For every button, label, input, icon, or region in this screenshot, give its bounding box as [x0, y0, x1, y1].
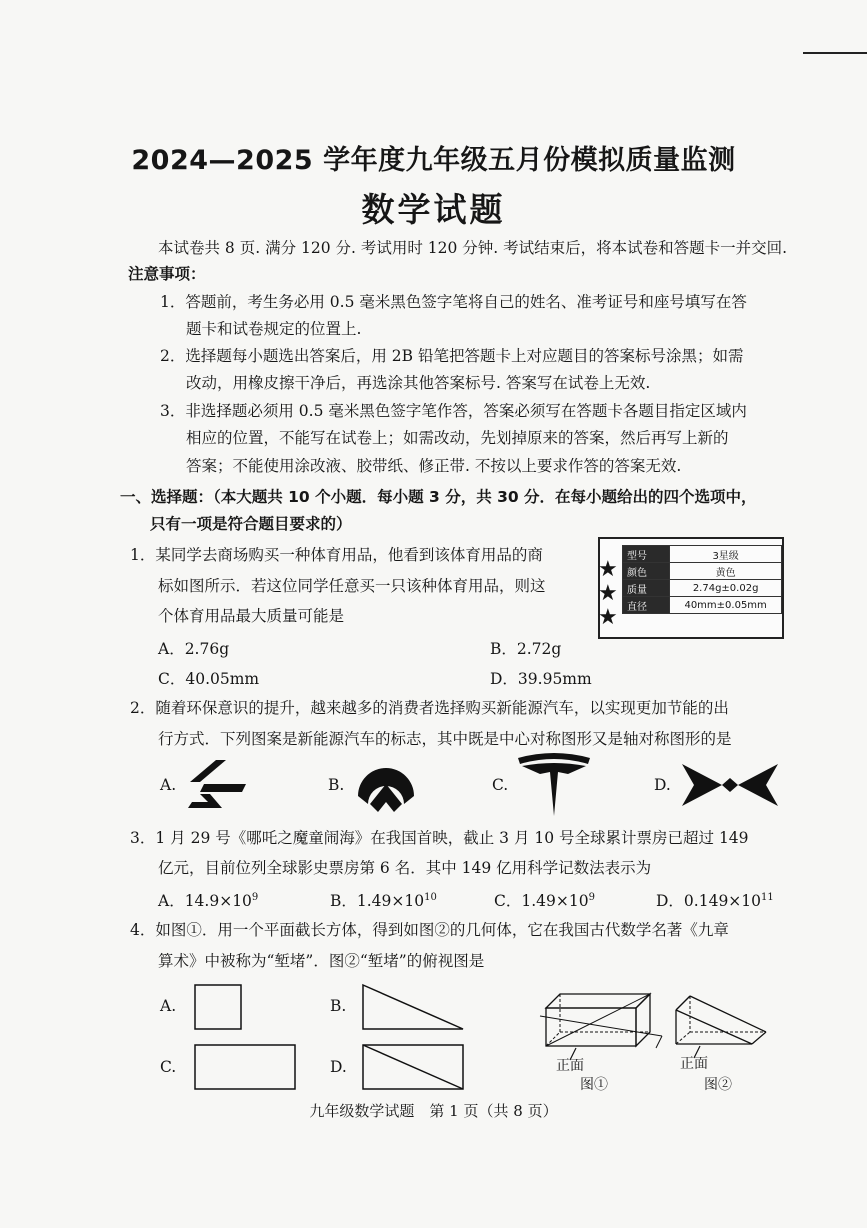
q3-text: 3．1 月 29 号《哪吒之魔童闹海》在我国首映，截止 3 月 10 号全球累计票房已超过 149: [130, 829, 749, 847]
q3-option-c: [494, 889, 595, 911]
q4-view-c: [194, 1044, 296, 1090]
q2-option-c: C.: [492, 776, 509, 794]
q4-text: 4．如图①．用一个平面截长方体，得到如图②的几何体，它在我国古代数学名著《九章: [130, 921, 729, 939]
figure-1-front-label: 正面: [556, 1058, 584, 1074]
figure-1-caption: 图①: [580, 1077, 608, 1093]
edge-mark: [803, 52, 867, 54]
q2-logo-b: [354, 760, 418, 812]
note-line: 改动，用橡皮擦干净后，再选涂其他答案标号. 答案写在试卷上无效.: [186, 374, 651, 392]
label-key: 颜色: [623, 563, 670, 580]
figure-2-caption: 图②: [704, 1077, 732, 1093]
star-icon: ★: [598, 557, 618, 582]
exam-subtitle: 数学试题: [361, 190, 506, 229]
q3-option-a-base: A．14.9×10: [158, 892, 252, 910]
note-line: 答案；不能使用涂改液、胶带纸、修正带. 不按以上要求作答的答案无效.: [186, 457, 682, 475]
notes-heading: 注意事项：: [128, 265, 206, 283]
label-key: 型号: [623, 546, 670, 563]
q3-option-a-exp: 9: [251, 891, 259, 903]
q3-option-c-exp: 9: [588, 891, 595, 903]
section-heading: 一、选择题：（本大题共 10 个小题．每小题 3 分，共 30 分．在每小题给出的四个选项中，: [120, 488, 757, 506]
q1-option-b: B．2.72g: [490, 640, 562, 658]
label-key: 直径: [623, 597, 670, 614]
q3-option-d: [656, 889, 774, 911]
q2-option-b: B.: [328, 776, 345, 794]
note-line: 3．非选择题必须用 0.5 毫米黑色签字笔作答，答案必须写在答题卡各题目指定区域内: [160, 402, 747, 420]
q4-figure-1-cuboid: [546, 992, 662, 1056]
q1-option-c: C．40.05mm: [158, 670, 260, 688]
q3-option-b: [330, 889, 437, 911]
q2-logo-a: [186, 760, 250, 810]
label-value: 3星级: [670, 546, 782, 563]
q3-option-b-base: B．1.49×10: [330, 892, 425, 910]
q2-text: 2．随着环保意识的提升，越来越多的消费者选择购买新能源汽车，以实现更加节能的出: [130, 699, 729, 717]
q1-option-a: A．2.76g: [158, 640, 230, 658]
note-line: 2．选择题每小题选出答案后，用 2B 铅笔把答题卡上对应题目的答案标号涂黑；如需: [160, 347, 744, 365]
q3-option-b-exp: 10: [424, 891, 437, 903]
q4-view-b: [362, 984, 464, 1030]
q2-logo-c: [516, 752, 592, 816]
q4-option-b: B.: [330, 997, 347, 1015]
note-line: 1．答题前，考生务必用 0.5 毫米黑色签字笔将自己的姓名、准考证号和座号填写在答: [160, 293, 747, 311]
q4-text: 算术》中被称为“堑堵”．图②“堑堵”的俯视图是: [158, 952, 485, 970]
q3-option-a: [158, 889, 258, 911]
q3-option-d-exp: 11: [761, 891, 774, 903]
page-footer: 九年级数学试题 第 1 页（共 8 页）: [309, 1102, 558, 1120]
q2-text: 行方式．下列图案是新能源汽车的标志，其中既是中心对称图形又是轴对称图形的是: [158, 730, 732, 748]
q4-option-d: D.: [330, 1058, 347, 1076]
q3-option-c-base: C．1.49×10: [494, 892, 589, 910]
q1-text: 标如图所示．若这位同学任意买一只该种体育用品，则这: [158, 577, 546, 595]
q4-option-a: A.: [160, 997, 177, 1015]
label-table: [622, 545, 782, 614]
section-heading-cont: 只有一项是符合题目要求的）: [150, 515, 352, 533]
star-icon: ★: [598, 605, 618, 630]
q4-view-d: [362, 1044, 464, 1090]
figure-2-front-label: 正面: [680, 1056, 708, 1072]
q2-option-d: D.: [654, 776, 671, 794]
q3-option-d-base: D．0.149×10: [656, 892, 762, 910]
q3-text: 亿元，目前位列全球影史票房第 6 名．其中 149 亿用科学记数法表示为: [158, 859, 652, 877]
q1-text: 个体育用品最大质量可能是: [158, 607, 345, 625]
q1-text: 1．某同学去商场购买一种体育用品，他看到该体育用品的商: [130, 546, 543, 564]
label-key: 质量: [623, 580, 670, 597]
star-icon: ★: [598, 581, 618, 606]
q2-option-a: A.: [160, 776, 177, 794]
q2-logo-d: [682, 764, 778, 806]
note-line: 题卡和试卷规定的位置上.: [186, 320, 362, 338]
q4-figure-2-prism: [676, 994, 768, 1052]
product-label: [598, 537, 784, 639]
label-value: 黄色: [670, 563, 782, 580]
label-value: 2.74g±0.02g: [670, 580, 782, 597]
q4-view-a: [194, 984, 242, 1030]
q1-option-d: D．39.95mm: [490, 670, 592, 688]
label-value: 40mm±0.05mm: [670, 597, 782, 614]
intro-text: 本试卷共 8 页. 满分 120 分. 考试用时 120 分钟. 考试结束后，将本试卷和答题卡一并交回.: [158, 239, 788, 257]
exam-title: 2024—2025 学年度九年级五月份模拟质量监测: [131, 145, 736, 176]
note-line: 相应的位置，不能写在试卷上；如需改动，先划掉原来的答案，然后再写上新的: [186, 429, 729, 447]
q4-option-c: C.: [160, 1058, 177, 1076]
